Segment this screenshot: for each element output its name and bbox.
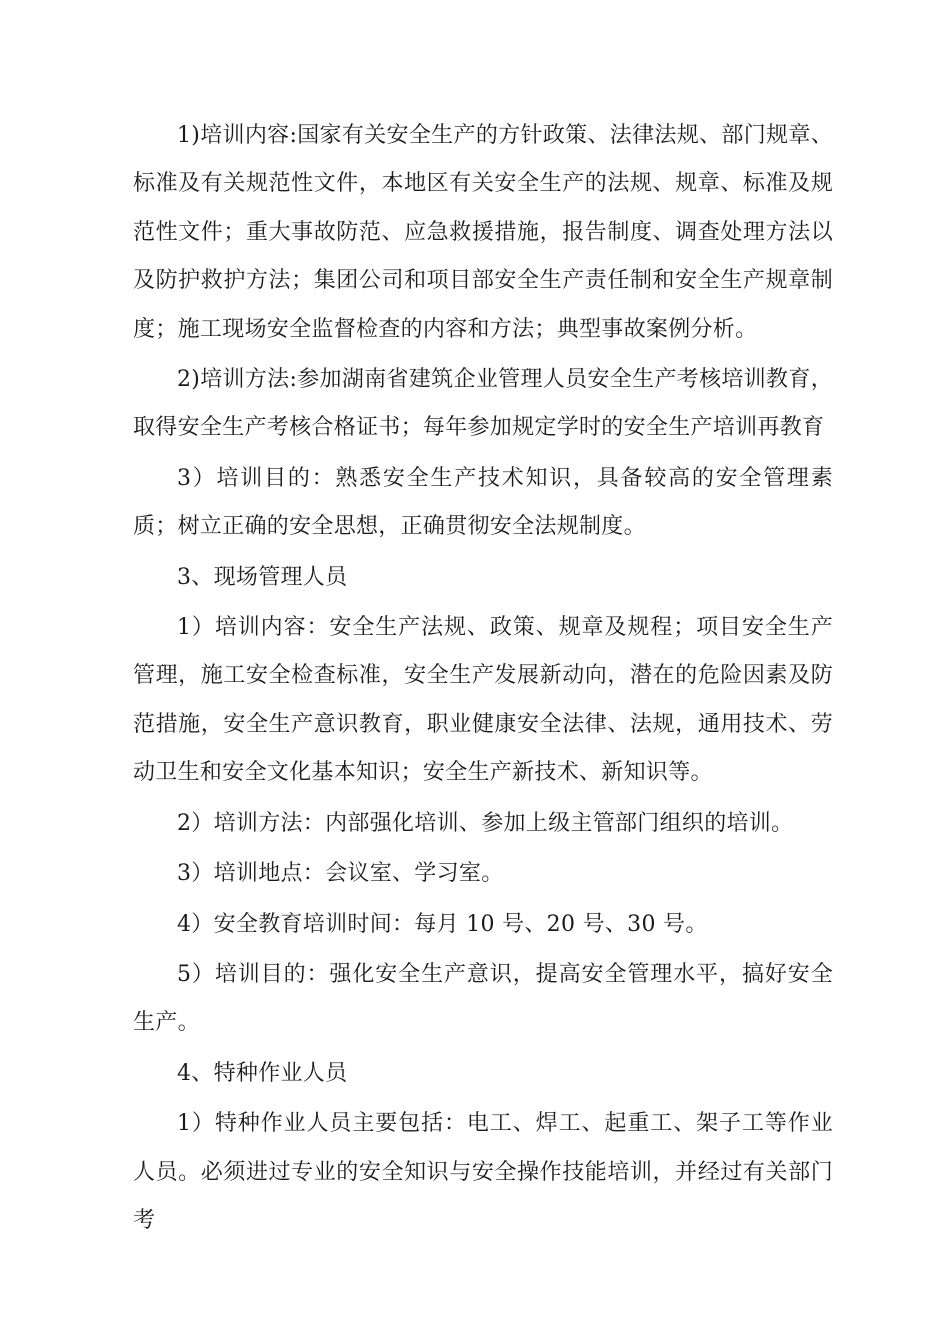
paragraph-special-workers-scope: 1）特种作业人员主要包括：电工、焊工、起重工、架子工等作业人员。必须进过专业的安全知识与安全操作技能培训，并经过有关部门考 <box>133 1111 833 1233</box>
paragraph-site-training-time: 4）安全教育培训时间：每月 10 号、20 号、30 号。 <box>177 911 708 937</box>
section-heading-special-workers: 4、特种作业人员 <box>177 1060 348 1086</box>
document-body <box>133 112 833 1245</box>
paragraph-site-training-method: 2）培训方法：内部强化培训、参加上级主管部门组织的培训。 <box>177 810 794 836</box>
paragraph-training-content: 1)培训内容:国家有关安全生产的方针政策、法律法规、部门规章、标准及有关规范性文件，本地区有关安全生产的法规、规章、标准及规范性文件；重大事故防范、应急救援措施，报告制度、调查处理方法以及防护救护方法；集团公司和项目部安全生产责任制和安全生产规章制度；施工现场安全监督检查的内容和方法；典型事故案例分析。 <box>133 123 833 342</box>
paragraph-site-training-location: 3）培训地点：会议室、学习室。 <box>177 861 504 887</box>
paragraph-site-training-content: 1）培训内容：安全生产法规、政策、规章及规程；项目安全生产管理，施工安全检查标准，安全生产发展新动向，潜在的危险因素及防范措施，安全生产意识教育，职业健康安全法律、法规，通用技术、劳动卫生和安全文化基本知识；安全生产新技术、新知识等。 <box>133 615 833 786</box>
section-heading-site-managers: 3、现场管理人员 <box>177 564 348 590</box>
paragraph-training-goal: 3）培训目的：熟悉安全生产技术知识，具备较高的安全管理素质；树立正确的安全思想，正确贯彻安全法规制度。 <box>133 465 833 540</box>
paragraph-site-training-goal: 5）培训目的：强化安全生产意识，提高安全管理水平，搞好安全生产。 <box>133 961 833 1036</box>
paragraph-training-method: 2)培训方法:参加湖南省建筑企业管理人员安全生产考核培训教育，取得安全生产考核合格证书；每年参加规定学时的安全生产培训再教育 <box>133 367 833 441</box>
